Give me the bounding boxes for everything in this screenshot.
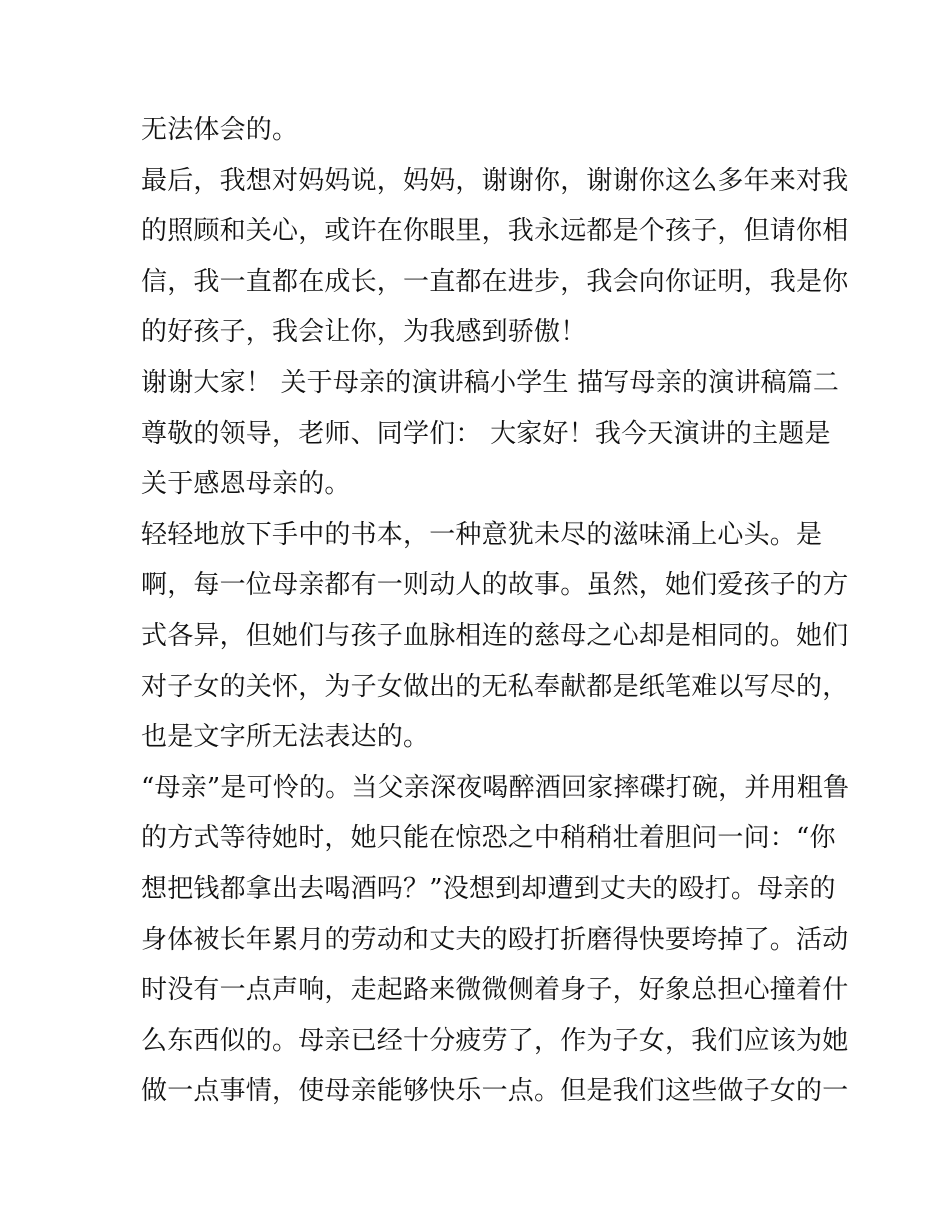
text-line: 时没有一点声响，走起路来微微侧着身子，好象总担心撞着什 bbox=[141, 975, 849, 1006]
text-line: 么东西似的。母亲已经十分疲劳了，作为子女，我们应该为她 bbox=[141, 1025, 849, 1056]
text-line: 最后，我想对妈妈说，妈妈，谢谢你，谢谢你这么多年来对我 bbox=[141, 165, 849, 196]
text-line: 想把钱都拿出去喝酒吗？”没想到却遭到丈夫的殴打。母亲的 bbox=[141, 873, 836, 904]
text-line: 身体被长年累月的劳动和丈夫的殴打折磨得快要垮掉了。活动 bbox=[141, 924, 849, 955]
text-line: 信，我一直都在成长，一直都在进步，我会向你证明，我是你 bbox=[141, 266, 849, 297]
text-line: 尊敬的领导，老师、同学们： 大家好！我今天演讲的主题是 bbox=[141, 418, 831, 449]
text-line: 对子女的关怀，为子女做出的无私奉献都是纸笔难以写尽的， bbox=[141, 671, 849, 702]
text-line: 的好孩子，我会让你，为我感到骄傲！ bbox=[141, 317, 587, 348]
text-line: 啊，每一位母亲都有一则动人的故事。虽然，她们爱孩子的方 bbox=[141, 570, 849, 601]
text-line: 轻轻地放下手中的书本，一种意犹未尽的滋味涌上心头。是 bbox=[141, 519, 823, 550]
text-line: 关于感恩母亲的。 bbox=[141, 469, 351, 500]
document-body bbox=[141, 105, 850, 1117]
text-line: 无法体会的。 bbox=[141, 115, 299, 145]
text-line: “母亲”是可怜的。当父亲深夜喝醉酒回家摔碟打碗，并用粗鲁 bbox=[141, 772, 850, 803]
text-line: 的方式等待她时，她只能在惊恐之中稍稍壮着胆问一问：“你 bbox=[141, 823, 836, 854]
text-line: 的照顾和关心，或许在你眼里，我永远都是个孩子，但请你相 bbox=[141, 216, 849, 247]
text-line: 做一点事情，使母亲能够快乐一点。但是我们这些做子女的一 bbox=[141, 1076, 849, 1107]
text-line: 也是文字所无法表达的。 bbox=[141, 722, 430, 753]
text-line: 谢谢大家！ 关于母亲的演讲稿小学生 描写母亲的演讲稿篇二 bbox=[141, 367, 840, 398]
text-line: 式各异，但她们与孩子血脉相连的慈母之心却是相同的。她们 bbox=[141, 620, 849, 651]
